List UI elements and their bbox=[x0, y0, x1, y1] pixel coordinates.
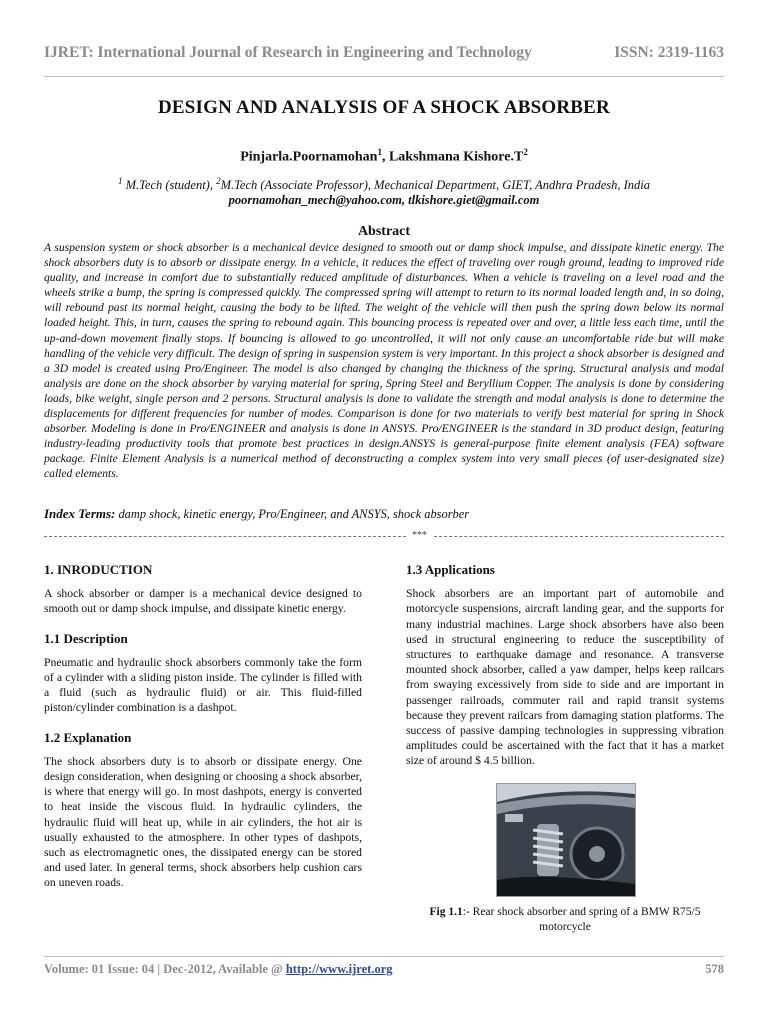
footer-volume bbox=[44, 962, 393, 977]
section-1-heading: 1. INRODUCTION bbox=[44, 562, 153, 577]
divider-stars: *** bbox=[412, 530, 427, 541]
section-1-1-heading: 1.1 Description bbox=[44, 630, 128, 646]
motorcycle-photo-icon bbox=[497, 784, 635, 896]
index-terms bbox=[44, 506, 724, 522]
footer-rule bbox=[44, 956, 724, 957]
abstract-text: A suspension system or shock absorber is a mechanical device designed to smooth out or damp shock impulse, and dissipate kinetic energy. The shock absorbers duty is to absorb or dissipate energy. In a vehicle, it reduces the effect of traveling over rough ground, leading to improved ride quality, and increase in comfort due to substantially reduced amplitude of disturbances. When a vehicle is traveling on a level road and the wheels strike a bump, the spring is compressed quickly. The compressed spring will attempt to return to its normal loaded length and, in so doing, will rebound past its normal height, causing the body to be lifted. The weight of the vehicle will then push the spring down below its normal loaded height. This, in turn, causes the spring to rebound again. This bouncing process is repeated over and over, a little less each time, until the up-and-down movement finally stops. If bouncing is allowed to go uncontrolled, it will not only cause an uncomfortable ride but will make handling of the vehicle very difficult. The design of spring in suspension system is very important. In this project a shock absorber is designed and a 3D model is created using Pro/Engineer. The model is also changed by changing the thickness of the spring. Structural analysis and modal analysis are done on the shock absorber by varying material for spring, Spring Steel and Beryllium Copper. The analysis is done by considering loads, bike weight, single person and 2 persons. Structural analysis is done to validate the strength and modal analysis is done to determine the displacements for different frequencies for number of modes. Comparison is done for two materials to verify best material for spring in Shock absorber. Modeling is done in Pro/ENGINEER and analysis is done in ANSYS. Pro/ENGINEER is the standard in 3D product design, featuring industry-leading productivity tools that promote best practices in design.ANSYS is general-purpose finite element analysis (FEA) software package. Finite Element Analysis is a numerical method of deconstructing a complex system into very small pieces (of user-designated size) called elements. bbox=[44, 241, 724, 481]
section-divider bbox=[44, 530, 724, 544]
journal-name: IJRET: International Journal of Research in Engineering and Technology bbox=[44, 44, 532, 61]
section-1-2-text: The shock absorbers duty is to absorb or dissipate energy. One design consideration, when designing or choosing a shock absorber, is where that energy will go. In most dashpots, energy is converted to heat inside the viscous fluid. In hydraulic cylinders, the hydraulic fluid will heat up, while in air cylinders, the hot air is usually exhausted to the atmosphere. In other types of dashpots, such as electromagnetic ones, the dissipated energy can be stored and used later. In general terms, shock absorbers help cushion cars on uneven roads. bbox=[44, 754, 362, 890]
paper-title: DESIGN AND ANALYSIS OF A SHOCK ABSORBER bbox=[158, 97, 610, 118]
affil-part-1: M.Tech (student), bbox=[122, 178, 217, 193]
figure-caption bbox=[406, 905, 724, 935]
affil-part-2: M.Tech (Associate Professor), Mechanical Department, GIET, Andhra Pradesh, India bbox=[220, 178, 651, 193]
divider-dash-right bbox=[434, 536, 724, 537]
right-column bbox=[406, 562, 724, 935]
divider-dash-left bbox=[44, 536, 406, 537]
section-1-text: A shock absorber or damper is a mechanical device designed to smooth out or damp shock impulse, and dissipate kinetic energy. bbox=[44, 587, 362, 616]
page-number: 578 bbox=[705, 962, 724, 976]
section-1-3-heading: 1.3 Applications bbox=[406, 562, 495, 577]
author-line bbox=[0, 147, 768, 166]
footer-volume-text: Volume: 01 Issue: 04 | Dec-2012, Available @ bbox=[44, 962, 286, 976]
author-2-sup: 2 bbox=[523, 147, 528, 157]
journal-link[interactable]: http://www.ijret.org bbox=[285, 962, 393, 976]
figure-caption-text: :- Rear shock absorber and spring of a BMW R75/5 motorcycle bbox=[462, 905, 701, 933]
page-footer bbox=[44, 962, 724, 982]
issn: ISSN: 2319-1163 bbox=[614, 44, 724, 61]
author-2: , Lakshmana Kishore.T bbox=[381, 149, 524, 165]
affiliation bbox=[0, 176, 768, 193]
section-1-3-text: Shock absorbers are an important part of automobile and motorcycle suspensions, aircraft landing gear, and the supports for many industrial machines. Large shock absorbers have also been used in structural engineering to reduce the susceptibility of structures to earthquake damage and resonance. A transverse mounted shock absorber, called a yaw damper, helps keep railcars from swaying excessively from side to side and are important in passenger railroads, commuter rail and rapid transit systems because they prevent railcars from damaging station platforms. The success of passive damping technologies in suppressing vibration amplitudes could be ascertained with the fact that it has a market size of around $ 4.5 billion. bbox=[406, 587, 724, 768]
author-emails: poornamohan_mech@yahoo.com, tlkishore.giet@gmail.com bbox=[228, 193, 540, 207]
figure-shock-absorber-photo bbox=[496, 783, 636, 897]
journal-header bbox=[44, 44, 724, 68]
affil-sup-1: 1 bbox=[117, 176, 123, 186]
left-column bbox=[44, 562, 362, 905]
header-rule bbox=[44, 76, 724, 77]
section-1-2-heading: 1.2 Explanation bbox=[44, 729, 132, 745]
abstract-heading: Abstract bbox=[357, 224, 411, 239]
figure-label: Fig 1.1 bbox=[429, 905, 463, 918]
author-1: Pinjarla.Poornamohan bbox=[240, 149, 378, 165]
index-terms-label: Index Terms: bbox=[44, 506, 116, 521]
author-1-sup: 1 bbox=[377, 147, 382, 157]
section-1-1-text: Pneumatic and hydraulic shock absorbers commonly take the form of a cylinder with a sliding piston inside. The cylinder is filled with a fluid (such as hydraulic fluid) or air. This fluid-filled piston/cylinder combination is a dashpot. bbox=[44, 655, 362, 715]
affil-sup-2: 2 bbox=[216, 176, 221, 186]
index-terms-value: damp shock, kinetic energy, Pro/Engineer, and ANSYS, shock absorber bbox=[115, 507, 470, 521]
